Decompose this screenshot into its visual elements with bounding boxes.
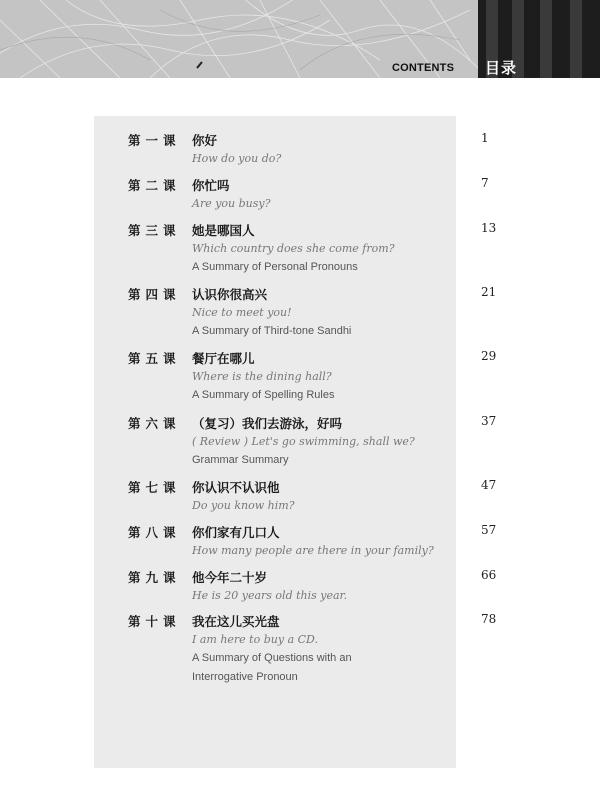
lesson-title-english: Where is the dining hall? [192,370,332,383]
lesson-title: 餐厅在哪儿 [192,351,255,366]
lesson-title: （复习）我们去游泳，好吗 [192,416,343,431]
page-number: 47 [481,478,497,492]
lesson-title: 你忙吗 [192,178,230,193]
lesson-number: 第五课 [128,351,181,366]
lesson-note: A Summary of Third-tone Sandhi [192,325,352,337]
lesson-title: 你好 [192,133,218,148]
page-number: 29 [481,349,497,363]
lesson-number: 第二课 [128,178,181,193]
lesson-title: 我在这儿买光盘 [192,614,280,629]
page-number: 21 [481,285,497,299]
page-number: 57 [481,523,497,537]
lesson-title-english: How many people are there in your family? [192,544,434,557]
lesson-number: 第七课 [128,480,181,495]
lesson-title: 他今年二十岁 [192,570,268,585]
lesson-number: 第四课 [128,287,181,302]
lesson-note: Interrogative Pronoun [192,671,298,683]
contents-label: CONTENTS [392,62,455,74]
lesson-note: A Summary of Spelling Rules [192,389,335,401]
lesson-title-english: Are you busy? [192,197,271,210]
lesson-title-english: ( Review ) Let's go swimming, shall we? [192,435,415,448]
lesson-number: 第九课 [128,570,181,585]
page-number: 78 [481,612,497,626]
page-number: 7 [481,176,489,190]
lesson-title-english: Do you know him? [192,499,295,512]
lesson-number: 第三课 [128,223,181,238]
lesson-note: Grammar Summary [192,454,289,466]
lesson-title-english: How do you do? [192,152,282,165]
page-number: 13 [481,221,497,235]
lesson-title-english: Nice to meet you! [192,306,292,319]
cn-title: 目录 [485,59,518,77]
page-number: 66 [481,568,497,582]
header-banner [0,0,600,78]
lesson-number: 第六课 [128,416,181,431]
page-number: 37 [481,414,497,428]
lesson-title-english: He is 20 years old this year. [192,589,348,602]
lesson-title: 你认识不认识他 [192,480,280,495]
lesson-number: 第十课 [128,614,181,629]
page-number: 1 [481,131,489,145]
lesson-note: A Summary of Personal Pronouns [192,261,358,273]
lesson-note: A Summary of Questions with an [192,652,352,664]
lesson-title: 她是哪国人 [192,223,255,238]
lesson-number: 第八课 [128,525,181,540]
lesson-title: 你们家有几口人 [192,525,280,540]
lesson-title-english: I am here to buy a CD. [192,633,318,646]
lesson-number: 第一课 [128,133,181,148]
lesson-title-english: Which country does she come from? [192,242,395,255]
lesson-title: 认识你很高兴 [192,287,268,302]
